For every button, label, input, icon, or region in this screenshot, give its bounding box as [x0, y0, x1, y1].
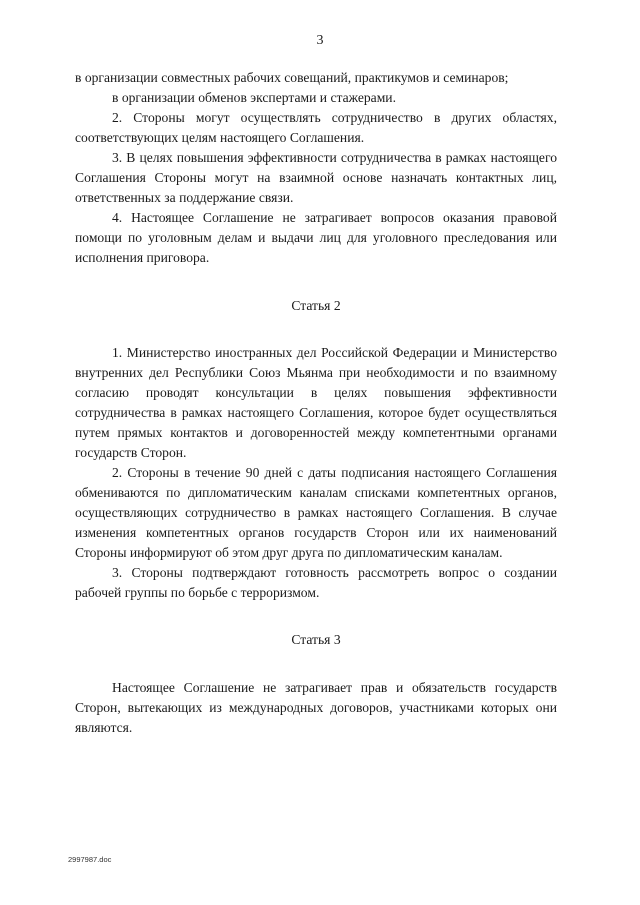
paragraph: 1. Министерство иностранных дел Российской Федерации и Министерство внутренних дел Республики Союз Мьянма при необходимости и по взаимному согласию проводят консультации в целях повышения эффективности сотрудничества в рамках настоящего Соглашения, которое будет осуществляться путем прямых контактов и договоренностей между компетентными органами государств Сторон.: [75, 345, 557, 460]
paragraph: Настоящее Соглашение не затрагивает прав и обязательств государств Сторон, вытекающих из международных договоров, участниками которых они являются.: [75, 680, 557, 735]
paragraph: 2. Стороны в течение 90 дней с даты подписания настоящего Соглашения обмениваются по дипломатическим каналам списками компетентных органов, осуществляющих сотрудничество в рамках настоящего Соглашения. В случае изменения компетентных органов государств Сторон или их наименований Стороны информируют об этом друг друга по дипломатическим каналам.: [75, 465, 557, 560]
paragraph: 4. Настоящее Соглашение не затрагивает вопросов оказания правовой помощи по уголовным делам и выдачи лиц для уголовного преследования или исполнения приговора.: [75, 210, 557, 265]
paragraph: в организации обменов экспертами и стажерами.: [112, 90, 396, 105]
paragraph: 2. Стороны могут осуществлять сотрудничество в других областях, соответствующих целям настоящего Соглашения.: [75, 110, 557, 145]
document-body: [75, 68, 557, 738]
article-heading: Статья 2: [291, 298, 341, 313]
article-heading: Статья 3: [291, 632, 341, 647]
paragraph: 3. В целях повышения эффективности сотрудничества в рамках настоящего Соглашения Стороны могут на взаимной основе назначать контактных лиц, ответственных за поддержание связи.: [75, 150, 557, 205]
paragraph: 3. Стороны подтверждают готовность рассмотреть вопрос о создании рабочей группы по борьбе с терроризмом.: [75, 565, 557, 600]
document-file-code: 2997987.doc: [68, 855, 112, 864]
page-number: 3: [316, 33, 324, 48]
paragraph: в организации совместных рабочих совещаний, практикумов и семинаров;: [75, 70, 509, 85]
